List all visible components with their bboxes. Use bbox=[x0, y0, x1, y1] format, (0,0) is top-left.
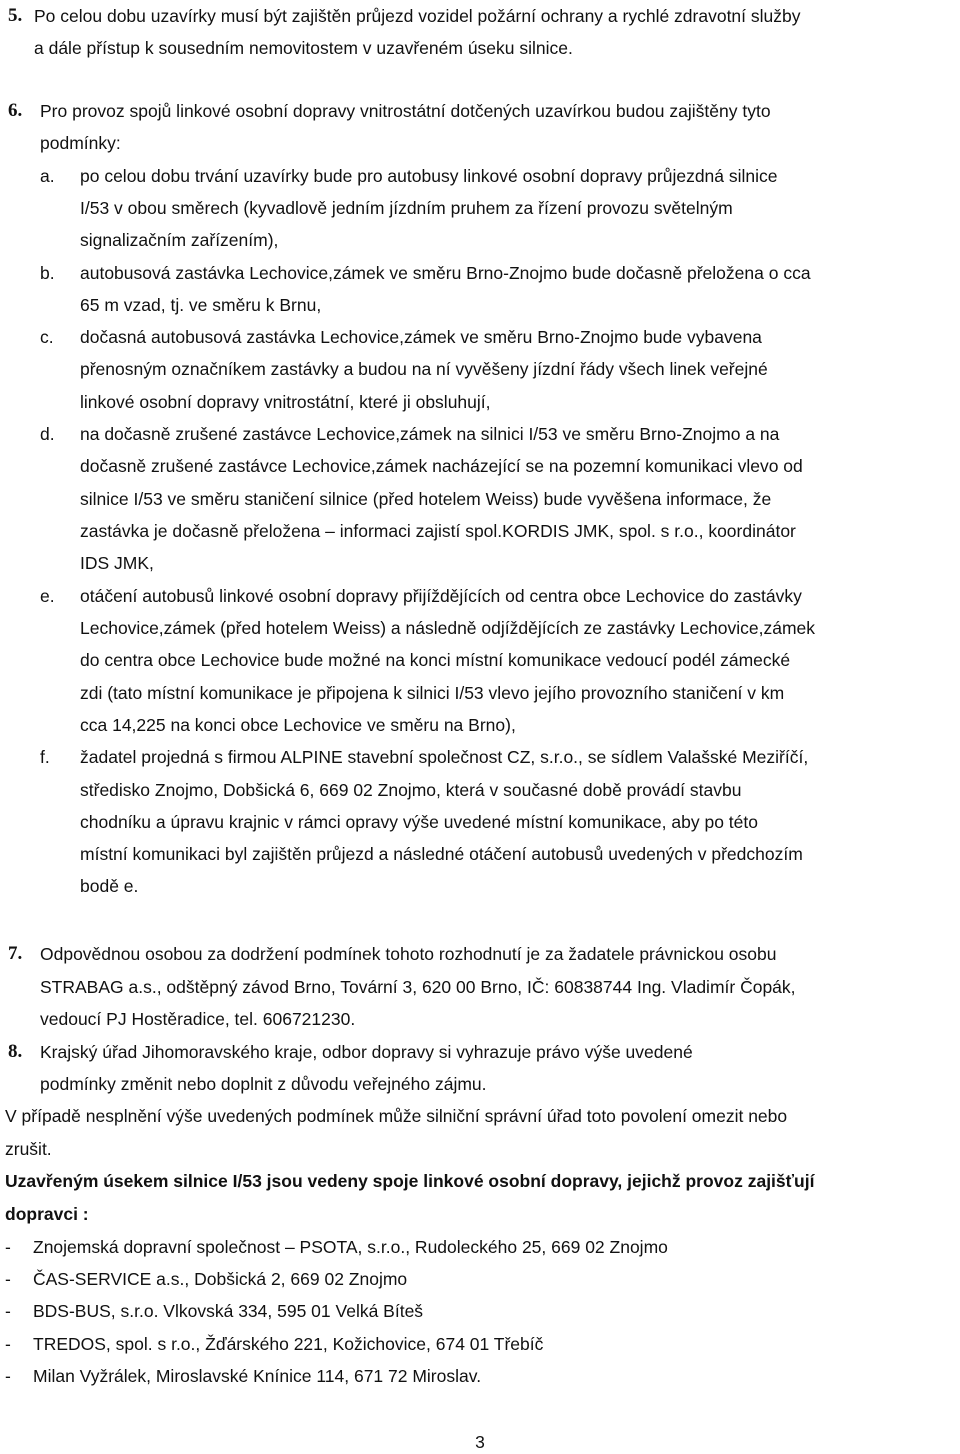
item-line: chodníku a úpravu krajnic v rámci opravy výše uvedené místní komunikace, aby po této bbox=[80, 812, 758, 832]
item-letter: f. bbox=[40, 747, 50, 767]
paragraph-line: STRABAG a.s., odštěpný závod Brno, Tovární 3, 620 00 Brno, IČ: 60838744 Ing. Vladimír Čopák, bbox=[40, 977, 796, 997]
item-line: signalizačním zařízením), bbox=[80, 230, 279, 250]
item-letter: e. bbox=[40, 586, 55, 606]
item-letter: a. bbox=[40, 166, 55, 186]
list-bullet: - bbox=[5, 1301, 11, 1321]
item-line: zdi (tato místní komunikace je připojena k silnici I/53 vlevo jejího provozního staničení v km bbox=[80, 683, 785, 703]
item-letter: d. bbox=[40, 424, 55, 444]
item-line: IDS JMK, bbox=[80, 553, 154, 573]
item-line: otáčení autobusů linkové osobní dopravy přijíždějících od centra obce Lechovice do zastávky bbox=[80, 586, 802, 606]
item-line: zastávka je dočasně přeložena – informaci zajistí spol.KORDIS JMK, spol. s r.o., koordinátor bbox=[80, 521, 796, 541]
item-letter: c. bbox=[40, 327, 54, 347]
paragraph-line: podmínky změnit nebo doplnit z důvodu veřejného zájmu. bbox=[40, 1074, 487, 1094]
heading-line: Uzavřeným úsekem silnice I/53 jsou vedeny spoje linkové osobní dopravy, jejichž provoz zajišťují bbox=[5, 1171, 815, 1191]
item-line: dočasně zrušené zastávce Lechovice,zámek nacházející se na pozemní komunikaci vlevo od bbox=[80, 456, 803, 476]
paragraph-line: podmínky: bbox=[40, 133, 121, 153]
paragraph-line: vedoucí PJ Hostěradice, tel. 606721230. bbox=[40, 1009, 356, 1029]
item-line: místní komunikaci byl zajištěn průjezd a následné otáčení autobusů uvedených v předchozím bbox=[80, 844, 803, 864]
item-line: silnice I/53 ve směru staničení silnice (před hotelem Weiss) bude vyvěšena informace, že bbox=[80, 489, 772, 509]
item-line: bodě e. bbox=[80, 876, 139, 896]
item-line: přenosným označníkem zastávky a budou na ní vyvěšeny jízdní řády všech linek veřejné bbox=[80, 359, 768, 379]
paragraph-line: Pro provoz spojů linkové osobní dopravy vnitrostátní dotčených uzavírkou budou zajištěny tyto bbox=[40, 101, 771, 121]
item-line: Lechovice,zámek (před hotelem Weiss) a následně odjíždějících ze zastávky Lechovice,zámek bbox=[80, 618, 816, 638]
paragraph-line: Krajský úřad Jihomoravského kraje, odbor dopravy si vyhrazuje právo výše uvedené bbox=[40, 1042, 693, 1062]
item-line: dočasná autobusová zastávka Lechovice,zámek ve směru Brno-Znojmo bude vybavena bbox=[80, 327, 762, 347]
item-line: 65 m vzad, tj. ve směru k Brnu, bbox=[80, 295, 322, 315]
list-item: Znojemská dopravní společnost – PSOTA, s.r.o., Rudoleckého 25, 669 02 Znojmo bbox=[33, 1237, 668, 1257]
list-bullet: - bbox=[5, 1366, 11, 1386]
paragraph-line: zrušit. bbox=[5, 1139, 52, 1159]
section-number: 8. bbox=[8, 1041, 23, 1062]
list-item: TREDOS, spol. s r.o., Žďárského 221, Kožichovice, 674 01 Třebíč bbox=[33, 1334, 544, 1354]
paragraph-line: Odpovědnou osobou za dodržení podmínek tohoto rozhodnutí je za žadatele právnickou osobu bbox=[40, 944, 777, 964]
list-item: BDS-BUS, s.r.o. Vlkovská 334, 595 01 Velká Bíteš bbox=[33, 1301, 424, 1321]
paragraph-line: V případě nesplnění výše uvedených podmínek může silniční správní úřad toto povolení omezit nebo bbox=[5, 1106, 788, 1126]
item-line: žadatel projedná s firmou ALPINE stavební společnost CZ, s.r.o., se sídlem Valašské Meziříčí, bbox=[80, 747, 809, 767]
item-line: autobusová zastávka Lechovice,zámek ve směru Brno-Znojmo bude dočasně přeložena o cca bbox=[80, 263, 811, 283]
section-number: 6. bbox=[8, 100, 23, 121]
heading-line: dopravci : bbox=[5, 1204, 89, 1224]
list-item: ČAS-SERVICE a.s., Dobšická 2, 669 02 Znojmo bbox=[33, 1269, 408, 1289]
item-line: středisko Znojmo, Dobšická 6, 669 02 Znojmo, která v současné době provádí stavbu bbox=[80, 780, 742, 800]
item-line: cca 14,225 na konci obce Lechovice ve směru na Brno), bbox=[80, 715, 516, 735]
item-line: I/53 v obou směrech (kyvadlově jedním jízdním pruhem za řízení provozu světelným bbox=[80, 198, 733, 218]
list-item: Milan Vyžrálek, Miroslavské Knínice 114, 671 72 Miroslav. bbox=[33, 1366, 482, 1386]
paragraph-line: Po celou dobu uzavírky musí být zajištěn průjezd vozidel požární ochrany a rychlé zdravotní služby bbox=[34, 6, 801, 26]
section-number: 5. bbox=[8, 5, 23, 26]
item-line: do centra obce Lechovice bude možné na konci místní komunikace vedoucí podél zámecké bbox=[80, 650, 791, 670]
item-line: linkové osobní dopravy vnitrostátní, které ji obsluhují, bbox=[80, 392, 491, 412]
list-bullet: - bbox=[5, 1334, 11, 1354]
paragraph-line: a dále přístup k sousedním nemovitostem v uzavřeném úseku silnice. bbox=[34, 38, 573, 58]
item-line: po celou dobu trvání uzavírky bude pro autobusy linkové osobní dopravy průjezdná silnice bbox=[80, 166, 778, 186]
list-bullet: - bbox=[5, 1237, 11, 1257]
section-number: 7. bbox=[8, 943, 23, 964]
item-line: na dočasně zrušené zastávce Lechovice,zámek na silnici I/53 ve směru Brno-Znojmo a na bbox=[80, 424, 780, 444]
list-bullet: - bbox=[5, 1269, 11, 1289]
page-number: 3 bbox=[475, 1432, 485, 1452]
item-letter: b. bbox=[40, 263, 55, 283]
